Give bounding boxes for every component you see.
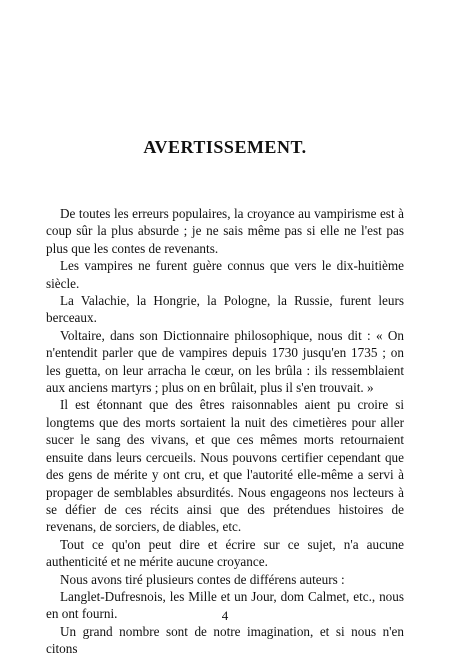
paragraph: De toutes les erreurs populaires, la croyance au vampirisme est à coup sûr la plus absurde ; je ne sais même pas si elle ne l'est pas plus que les contes de revenants. [46, 206, 404, 256]
paragraph: La Valachie, la Hongrie, la Pologne, la Russie, furent leurs berceaux. [46, 293, 404, 326]
page-number: 4 [221, 608, 229, 623]
paragraph: Un grand nombre sont de notre imagination, et si nous n'en citons [46, 623, 404, 657]
paragraph: Langlet-Dufresnois, les Mille et un Jour, dom Calmet, etc., nous en ont fourni. [46, 588, 404, 622]
body-text [46, 205, 404, 658]
page-title: AVERTISSEMENT. [143, 137, 307, 157]
paragraph: Voltaire, dans son Dictionnaire philosophique, nous dit : « On n'entendit parler que de vampires depuis 1730 jusqu'en 1735 ; on les guetta, on leur arracha le cœur, on les brûla : ils ressemblaient aux anciens martyrs ; plus on en brûlait, plus il s'en trouvait. » [46, 327, 404, 396]
paragraph: Nous avons tiré plusieurs contes de différens auteurs : [60, 571, 345, 587]
paragraph: Il est étonnant que des êtres raisonnables aient pu croire si longtems que des morts sortaient la nuit des cimetières pour aller sucer le sang des vivans, et que ces mêmes morts retournaient ensuite dans leurs cercueils. Nous pouvons certifier cependant que des gens de mérite y ont cru, et que l'autorité elle-même a servi à propager de semblables absurdités. Nous engageons nos lecteurs à se défier de ces récits ainsi que des prétendues histoires de revenans, de sorciers, de diables, etc. [46, 397, 404, 535]
paragraph: Les vampires ne furent guère connus que vers le dix-huitième siècle. [46, 258, 404, 291]
paragraph: Tout ce qu'on peut dire et écrire sur ce sujet, n'a aucune authenticité et ne mérite aucune croyance. [46, 536, 404, 570]
